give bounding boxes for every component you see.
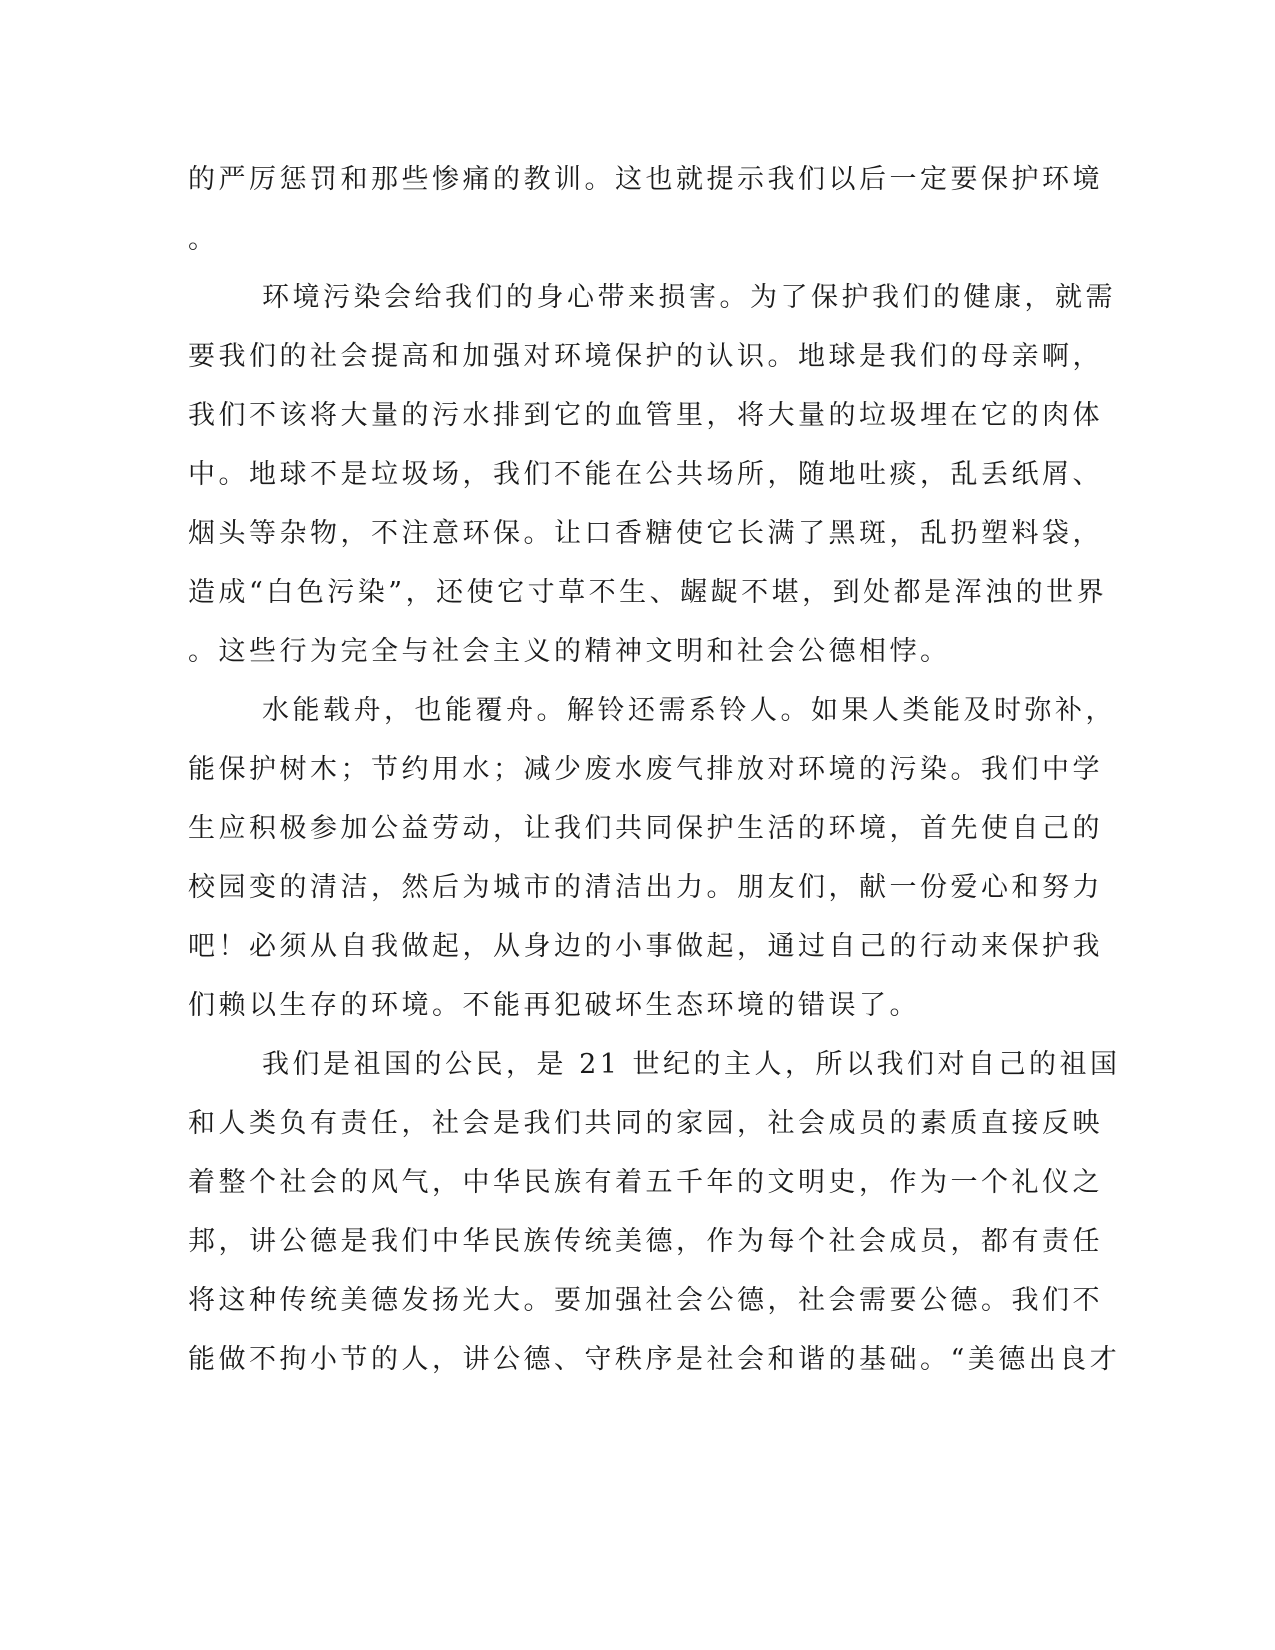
text-line: 。 — [188, 224, 219, 255]
text-line: 着整个社会的风气，中华民族有着五千年的文明史，作为一个礼仪之 — [188, 1167, 1103, 1198]
text-line: 中。地球不是垃圾场，我们不能在公共场所，随地吐痰，乱丢纸屑、 — [188, 459, 1103, 490]
text-line: 烟头等杂物，不注意环保。让口香糖使它长满了黑斑，乱扔塑料袋， — [188, 518, 1103, 549]
text-line: 邦，讲公德是我们中华民族传统美德，作为每个社会成员，都有责任 — [188, 1226, 1103, 1257]
text-line: 造成“白色污染”，还使它寸草不生、龌龊不堪，到处都是浑浊的世界 — [188, 577, 1108, 608]
text-line: 要我们的社会提高和加强对环境保护的认识。地球是我们的母亲啊， — [188, 341, 1103, 372]
text-line: 能保护树木；节约用水；减少废水废气排放对环境的污染。我们中学 — [188, 754, 1103, 785]
text-line: 和人类负有责任，社会是我们共同的家园，社会成员的素质直接反映 — [188, 1108, 1103, 1139]
text-line: 能做不拘小节的人，讲公德、守秩序是社会和谐的基础。“美德出良才 — [188, 1344, 1121, 1375]
text-line: 吧！必须从自我做起，从身边的小事做起，通过自己的行动来保护我 — [188, 931, 1103, 962]
text-line: 我们不该将大量的污水排到它的血管里，将大量的垃圾埋在它的肉体 — [188, 400, 1103, 431]
paragraph-first-line: 水能载舟，也能覆舟。解铃还需系铃人。如果人类能及时弥补， — [262, 695, 1116, 726]
text-line: 校园变的清洁，然后为城市的清洁出力。朋友们，献一份爱心和努力 — [188, 872, 1103, 903]
text-line: 的严厉惩罚和那些惨痛的教训。这也就提示我们以后一定要保护环境 — [188, 164, 1103, 195]
text-line: 。这些行为完全与社会主义的精神文明和社会公德相悖。 — [188, 636, 951, 667]
paragraph-first-line: 环境污染会给我们的身心带来损害。为了保护我们的健康，就需 — [262, 282, 1116, 313]
text-line: 生应积极参加公益劳动，让我们共同保护生活的环境，首先使自己的 — [188, 813, 1103, 844]
text-line: 将这种传统美德发扬光大。要加强社会公德，社会需要公德。我们不 — [188, 1285, 1103, 1316]
paragraph-first-line: 我们是祖国的公民，是 21 世纪的主人，所以我们对自己的祖国 — [262, 1049, 1121, 1080]
text-line: 们赖以生存的环境。不能再犯破坏生态环境的错误了。 — [188, 990, 920, 1021]
